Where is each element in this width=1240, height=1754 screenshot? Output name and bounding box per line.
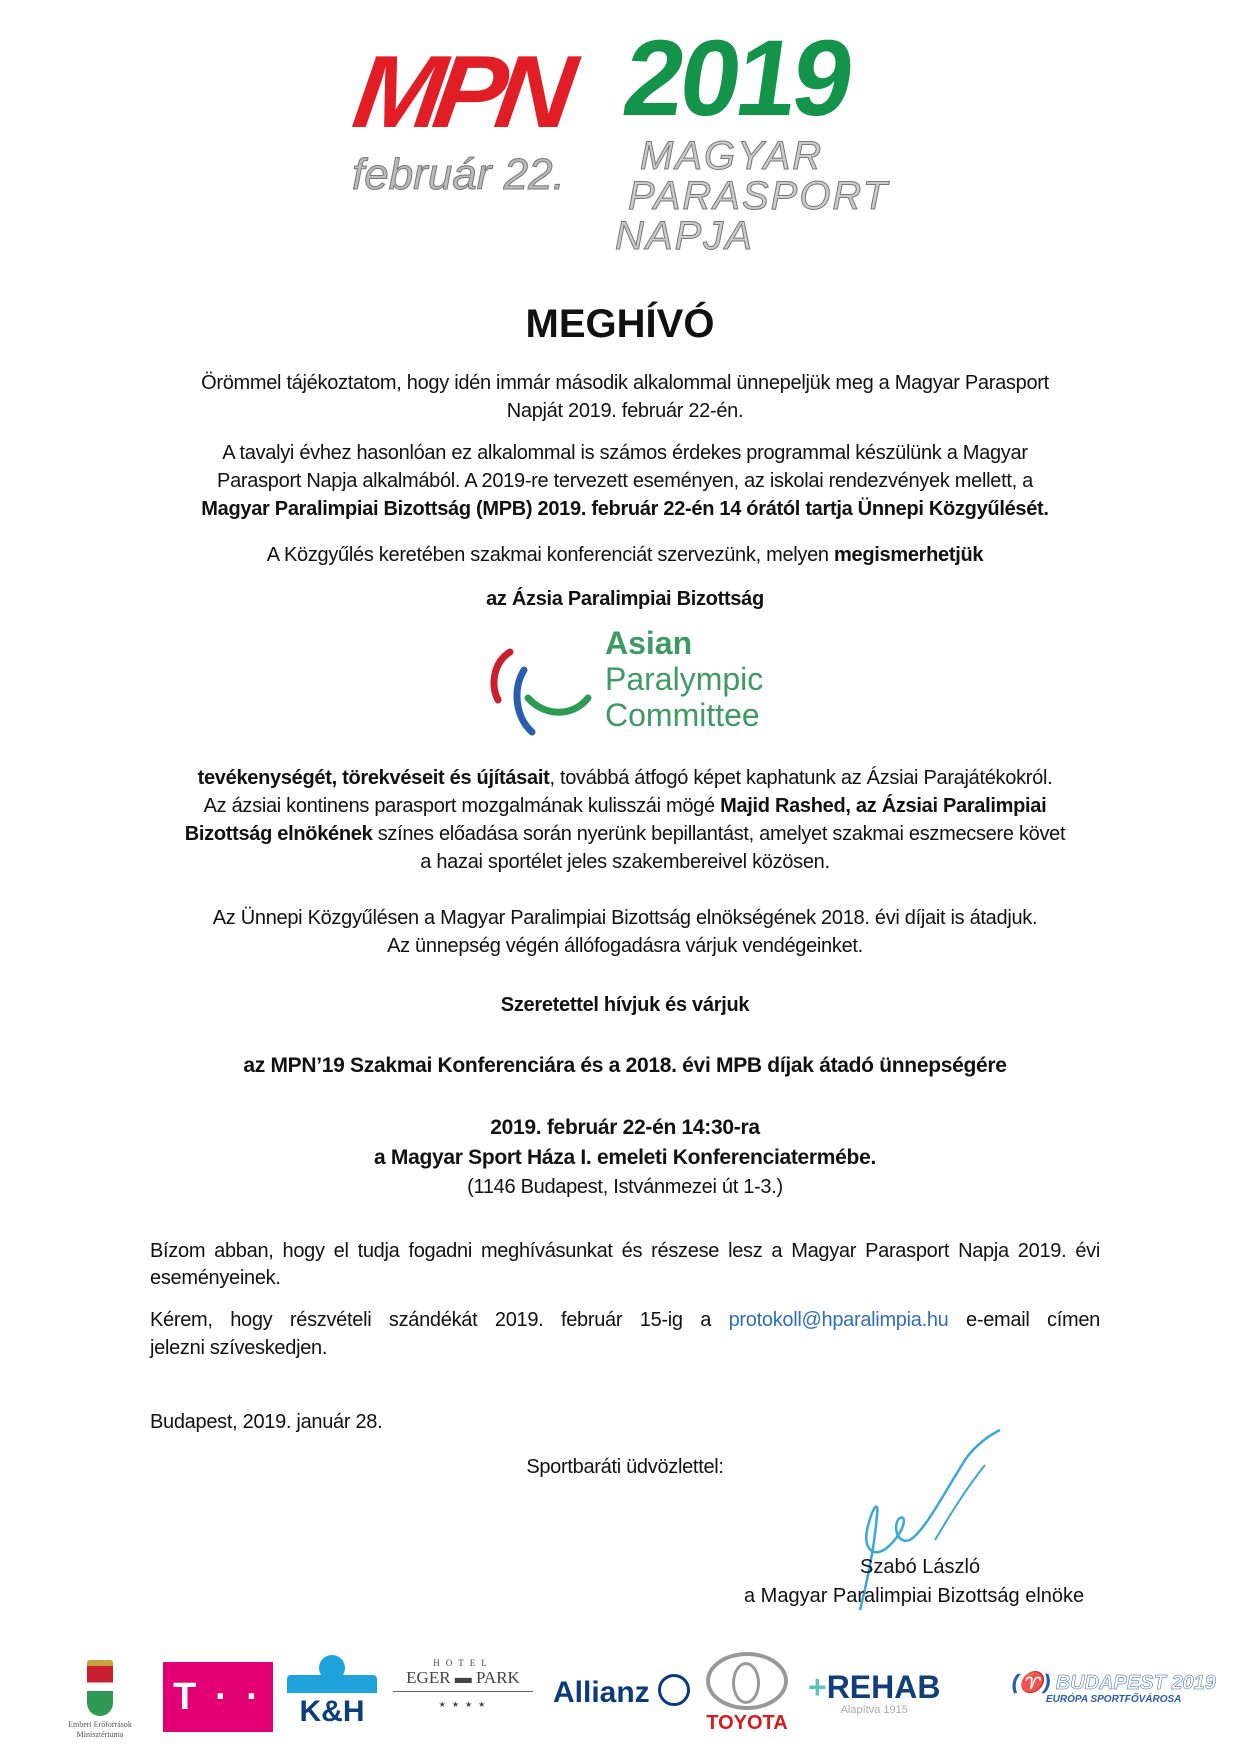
p2-line-2: Parasport Napja alkalmából. A 2019-re tervezett eseményen, az iskolai rendezvények mellett, a [217, 470, 1033, 492]
p7-text-a: Kérem, hogy részvételi szándékát 2019. február 15-ig a [150, 1309, 729, 1331]
eger-text: EGER ▬ PARK [393, 1668, 533, 1692]
eger-hotel: HOTEL [433, 1658, 493, 1668]
p7-line-2: jelezni szíveskedjen. [150, 1337, 328, 1359]
p5-line-2: Az ünnepség végén állófogadásra várjuk vendégeinket. [387, 935, 863, 957]
email-link[interactable]: protokoll@hparalimpia.hu [728, 1309, 949, 1331]
allianz-text: Allianz [553, 1676, 650, 1709]
logo-subtitle-3: NAPJA [615, 214, 754, 258]
logo-subtitle-2: PARASPORT [628, 174, 890, 218]
p4-line-2 [150, 792, 1100, 820]
toyota-logo [702, 1652, 792, 1735]
p4-bold-2: Majid Rashed, az Ázsiai Paralimpiai [720, 795, 1047, 817]
p2-line-1: A tavalyi évhez hasonlóan ez alkalommal is számos érdekes programmal készülünk a Magyar [222, 442, 1028, 464]
p3-bold: megismerhetjük [834, 544, 984, 566]
kh-bar-icon [287, 1675, 377, 1693]
p4-text-1: , továbbá átfogó képet kaphatunk az Ázsiai Parajátékokról. [549, 767, 1053, 789]
p4-bold-3: Bizottság elnökének [184, 823, 373, 845]
signer-name: Szabó László [860, 1556, 981, 1578]
budapest-text: BUDAPEST 2019 [1055, 1672, 1216, 1694]
budapest2019-logo [1012, 1672, 1216, 1705]
budapest-emblem-icon: (♈) [1012, 1672, 1056, 1694]
page-title: MEGHÍVÓ [525, 302, 715, 346]
telekom-logo: T · · [163, 1662, 273, 1732]
p3-line [150, 541, 1100, 569]
datetime-line: 2019. február 22-én 14:30-ra [490, 1116, 760, 1139]
p4-text-3: színes előadása során nyerünk bepillantást, amelyet szakmai eszmecsere követ [372, 823, 1066, 845]
p3-org: az Ázsia Paralimpiai Bizottság [486, 588, 764, 610]
p4-line-4: a hazai sportélet jeles szakembereivel közösen. [420, 851, 830, 873]
apc-text [605, 625, 763, 733]
allianz-eagle-icon [658, 1674, 690, 1706]
p5-line-1: Az Ünnepi Közgyűlésen a Magyar Paralimpiai Bizottság elnökségének 2018. évi díjait is átadjuk. [212, 907, 1038, 929]
mpn-logo-text: MPN [346, 34, 574, 149]
place-date: Budapest, 2019. január 28. [150, 1411, 383, 1433]
budapest-sub: EURÓPA SPORTFŐVÁROSA [1046, 1694, 1182, 1705]
p4-line-1 [150, 764, 1100, 792]
rehab-sub: Alapítva 1915 [840, 1704, 908, 1716]
emmi-line-1: Emberi Erőforrások [68, 1720, 132, 1729]
p4-text-2: Az ázsiai kontinens parasport mozgalmának kulisszái mögé [203, 795, 721, 817]
p4-line-3 [150, 820, 1100, 848]
event-line: az MPN’19 Szakmai Konferenciára és a 2018. évi MPB díjak átadó ünnepségére [243, 1054, 1007, 1077]
sponsor-logos [0, 1650, 1240, 1750]
toyota-text: TOYOTA [706, 1712, 788, 1734]
venue-line: a Magyar Sport Háza I. emeleti Konferenciatermébe. [373, 1146, 876, 1169]
apc-line-2: Paralympic [605, 661, 764, 697]
agitos-icon [488, 640, 600, 740]
p7-line-1 [150, 1306, 1100, 1334]
plus-icon: + [808, 1669, 827, 1705]
invite-line: Szeretettel hívjuk és várjuk [500, 994, 750, 1016]
p4-bold-1: tevékenységét, törekvéseit és újításait [197, 767, 550, 789]
eger-park-logo [393, 1658, 533, 1709]
budapest-title [1012, 1672, 1216, 1694]
logo-subtitle-1: MAGYAR [640, 134, 824, 178]
year-logo-text: 2019 [616, 17, 858, 138]
greeting: Sportbaráti üdvözlettel: [526, 1456, 724, 1478]
p2-line-3: Magyar Paralimpiai Bizottság (MPB) 2019. február 22-én 14 órától tartja Ünnepi Közgyűlését. [201, 498, 1049, 520]
p7-text-b: e-email címen [948, 1309, 1100, 1331]
rehab-text: REHAB [826, 1669, 941, 1705]
apc-line-3: Committee [605, 697, 760, 733]
p6-line-2: eseményeinek. [150, 1267, 281, 1289]
toyota-emblem-icon [706, 1652, 788, 1710]
p1-line-2: Napját 2019. február 22-én. [506, 400, 744, 422]
logo-date: február 22. [352, 150, 565, 199]
emmi-logo [50, 1660, 150, 1740]
kh-logo [287, 1655, 377, 1733]
hungary-coat-of-arms-icon [87, 1660, 113, 1716]
address-line: (1146 Budapest, Istvánmezei út 1-3.) [467, 1176, 783, 1198]
apc-line-1: Asian [605, 625, 693, 661]
eger-stars: ★ ★ ★ ★ [438, 1700, 488, 1709]
emmi-line-2: Minisztériuma [76, 1730, 124, 1739]
allianz-logo [553, 1674, 690, 1710]
rehab-logo [808, 1670, 940, 1716]
signer-title: a Magyar Paralimpiai Bizottság elnöke [744, 1585, 1085, 1607]
p3-text: A Közgyűlés keretében szakmai konferenciát szervezünk, melyen [266, 544, 835, 566]
kh-text: K&H [299, 1695, 365, 1728]
p6-line-1: Bízom abban, hogy el tudja fogadni meghívásunkat és részese lesz a Magyar Parasport Napja 2019. évi [150, 1240, 1100, 1262]
p1-line-1: Örömmel tájékoztatom, hogy idén immár második alkalommal ünnepeljük meg a Magyar Parasport [201, 372, 1049, 394]
